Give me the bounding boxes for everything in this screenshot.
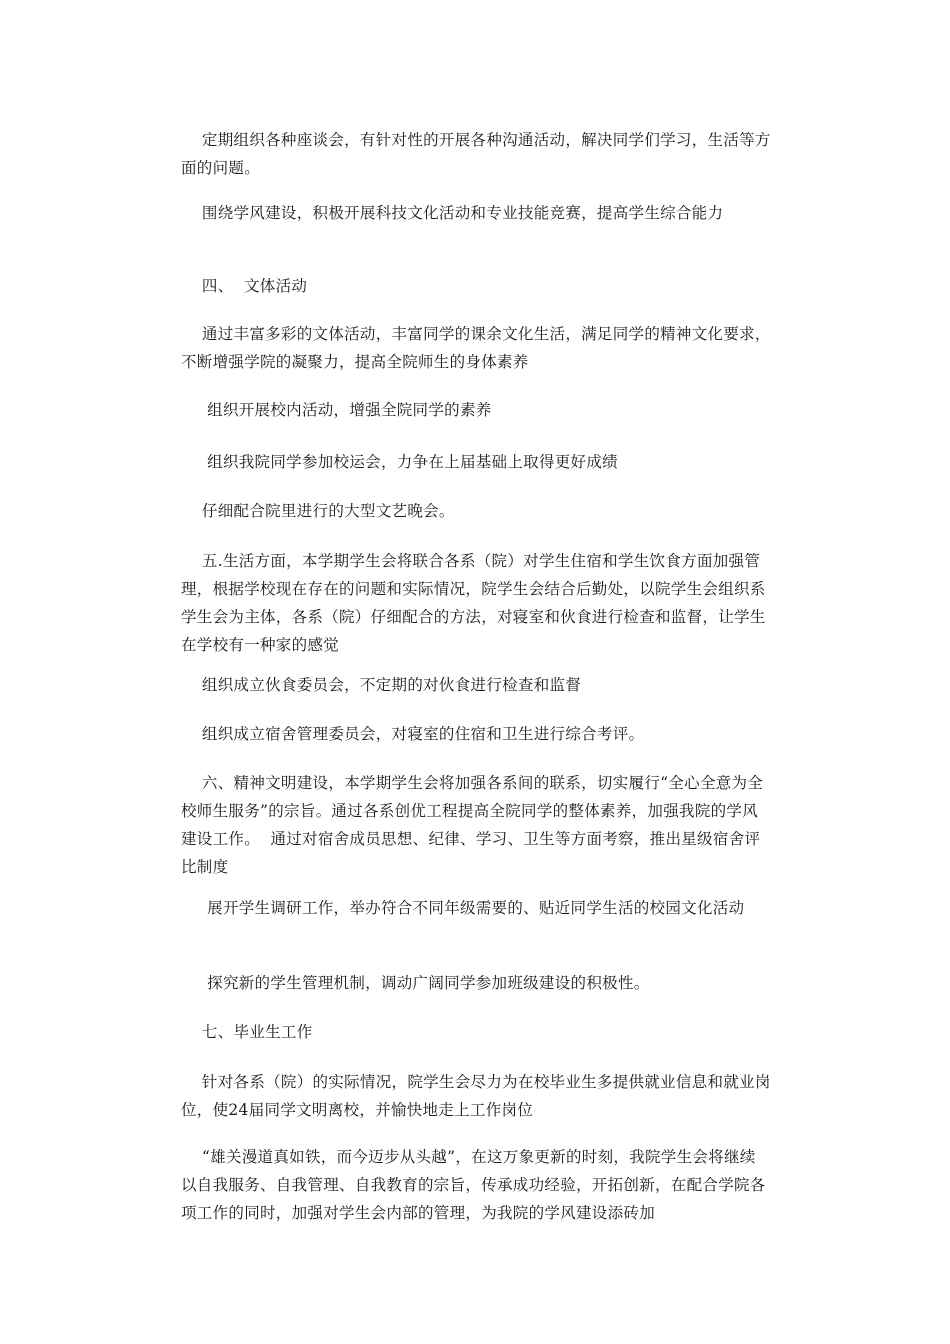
list-item-management: 探究新的学生管理机制，调动广阔同学参加班级建设的积极性。: [181, 974, 650, 992]
list-item-gala: 仔细配合院里进行的大型文艺晚会。: [181, 502, 455, 520]
heading-sports-culture: 四、 文体活动: [181, 277, 308, 295]
list-item-research: 展开学生调研工作，举办符合不同年级需要的、贴近同学生活的校园文化活动: [181, 899, 745, 917]
paragraph-closing: “雄关漫道真如铁，而今迈步从头越”，在这万象更新的时刻，我院学生会将继续以自我服务、自我管理、自我教育的宗旨，传承成功经验，开拓创新，在配合学院各项工作的同时，加强对学生会内部的管理，为我院的学风建设添砖加: [181, 1148, 766, 1222]
paragraph-civilization: 六、精神文明建设，本学期学生会将加强各系间的联系，切实履行“全心全意为全校师生服务”的宗旨。通过各系创优工程提高全院同学的整体素养，加强我院的学风建设工作。 通过对宿舍成员思想、纪律、学习、卫生等方面考察，推出星级宿舍评比制度: [181, 774, 764, 876]
paragraph-forums: 定期组织各种座谈会，有针对性的开展各种沟通活动，解决同学们学习，生活等方面的问题。: [181, 131, 771, 177]
paragraph-graduates: 针对各系（院）的实际情况，院学生会尽力为在校毕业生多提供就业信息和就业岗位，使24届同学文明离校，并愉快地走上工作岗位: [181, 1073, 771, 1119]
heading-graduates: 七、毕业生工作: [181, 1023, 313, 1041]
list-item-campus-activities: 组织开展校内活动，增强全院同学的素养: [181, 401, 492, 419]
paragraph-sports-culture: 通过丰富多彩的文体活动，丰富同学的课余文化生活，满足同学的精神文化要求，不断增强学院的凝聚力，提高全院师生的身体素养: [181, 325, 771, 371]
paragraph-study-style: 围绕学风建设，积极开展科技文化活动和专业技能竞赛，提高学生综合能力: [181, 204, 724, 222]
paragraph-living: 五.生活方面，本学期学生会将联合各系（院）对学生住宿和学生饮食方面加强管理，根据学校现在存在的问题和实际情况，院学生会结合后勤处，以院学生会组织系学生会为主体，各系（院）仔细配合的方法，对寝室和伙食进行检查和监督，让学生在学校有一种家的感觉: [181, 552, 766, 654]
list-item-sports-meet: 组织我院同学参加校运会，力争在上届基础上取得更好成绩: [181, 453, 618, 471]
list-item-food-committee: 组织成立伙食委员会，不定期的对伙食进行检查和监督: [181, 676, 582, 694]
list-item-dorm-committee: 组织成立宿舍管理委员会，对寝室的住宿和卫生进行综合考评。: [181, 725, 645, 743]
